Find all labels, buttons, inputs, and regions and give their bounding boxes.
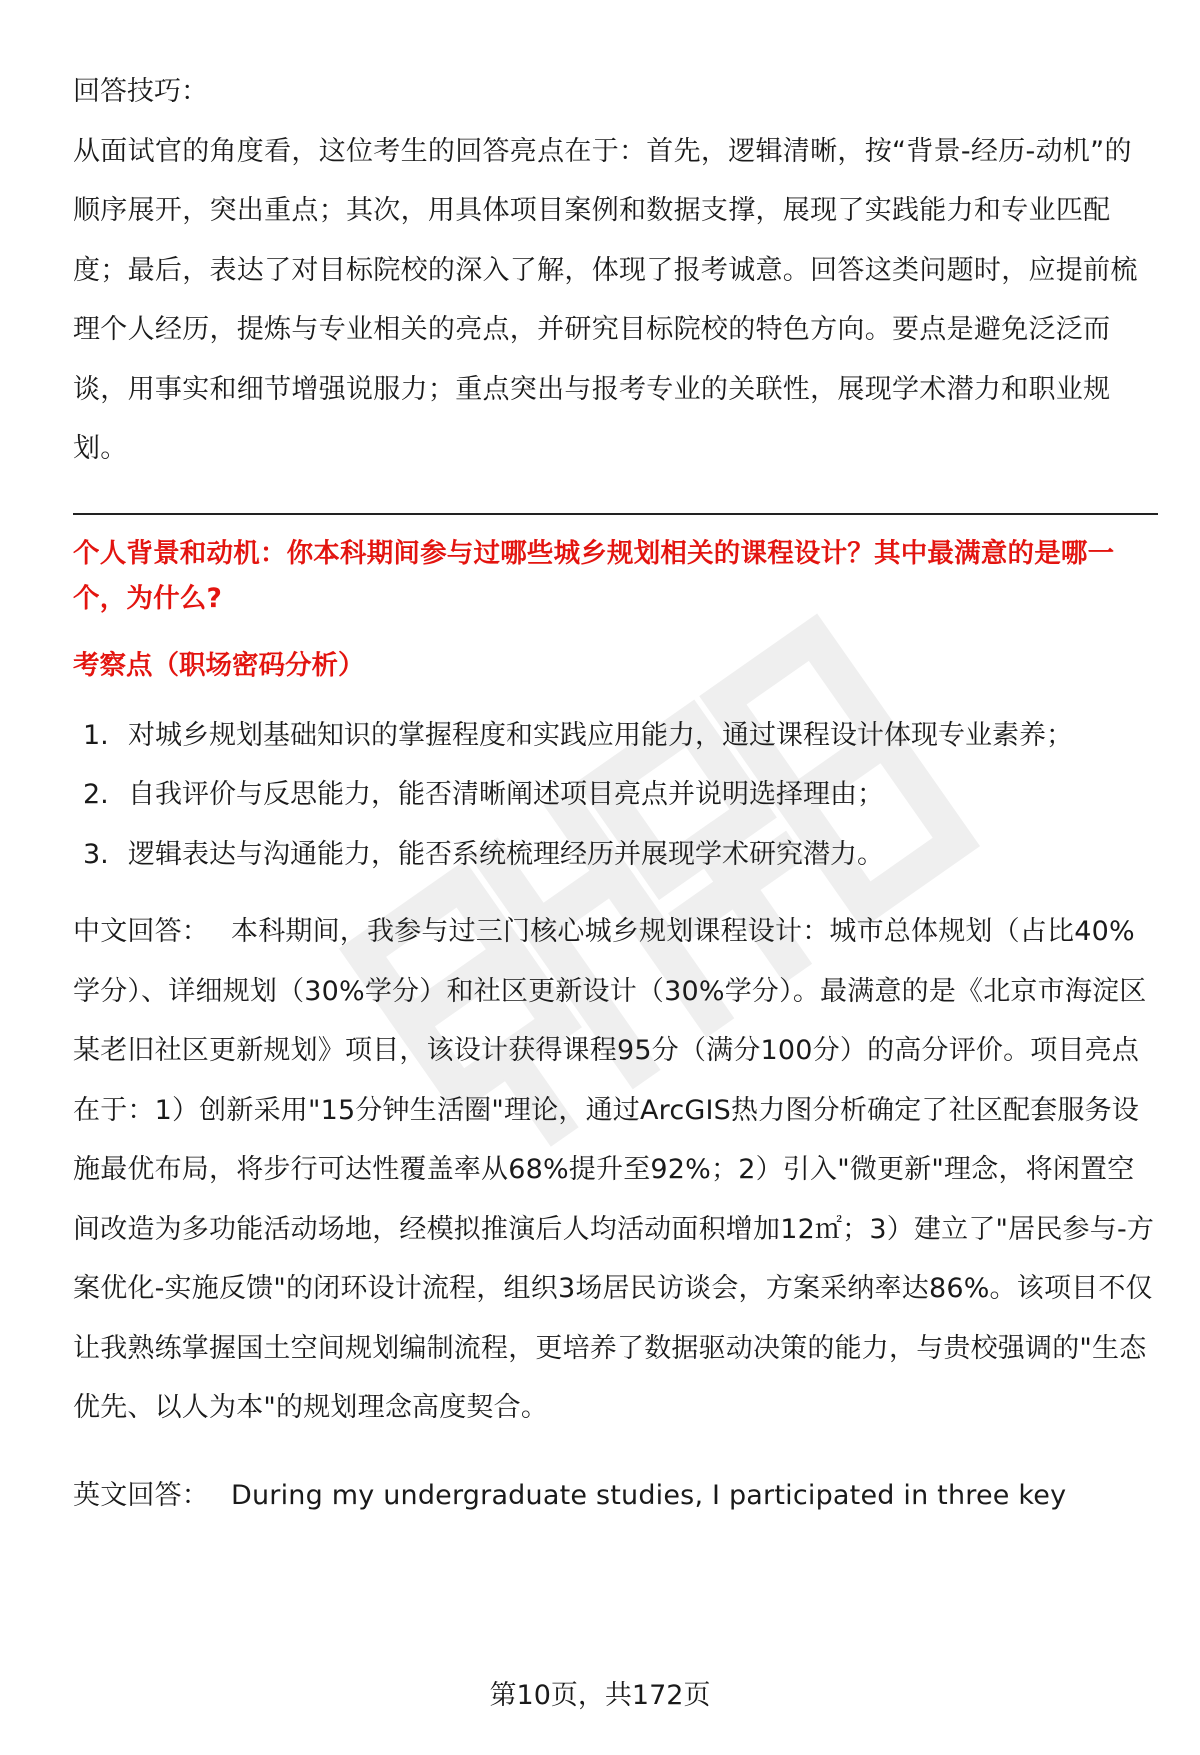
section-divider: [73, 513, 1158, 515]
page-footer: 第10页，共172页: [489, 1680, 711, 1711]
answer-cn-label: 中文回答：: [73, 916, 209, 947]
answer-en-label: 英文回答：: [73, 1479, 209, 1511]
list-item-text: 逻辑表达与沟通能力，能否系统梳理经历并展现学术研究潜力。: [128, 838, 884, 870]
focus-list: [73, 706, 1158, 885]
list-item: [73, 706, 1158, 766]
list-item-text: 自我评价与反思能力，能否清晰阐述项目亮点并说明选择理由；: [128, 779, 884, 810]
answer-en: [73, 1466, 1158, 1526]
list-item-number: 3.: [83, 838, 109, 870]
list-item: [73, 765, 1158, 825]
list-item-number: 2.: [83, 779, 109, 810]
answer-cn: [73, 902, 1158, 1438]
list-item-number: 1.: [83, 719, 109, 751]
focus-title: 考察点（职场密码分析）: [73, 649, 365, 681]
intro-body: 从面试官的角度看，这位考生的回答亮点在于：首先，逻辑清晰，按“背景-经历-动机”的顺序展开，突出重点；其次，用具体项目案例和数据支撑，展现了实践能力和专业匹配度；最后，表达了对目标院校的深入了解，体现了报考诚意。回答这类问题时，应提前梳理个人经历，提炼与专业相关的亮点，并研究目标院校的特色方向。要点是避免泛泛而谈，用事实和细节增强说服力；重点突出与报考专业的关联性，展现学术潜力和职业规划。: [73, 135, 1138, 464]
list-item-text: 对城乡规划基础知识的掌握程度和实践应用能力，通过课程设计体现专业素养；: [128, 719, 1073, 751]
question-heading: 个人背景和动机：你本科期间参与过哪些城乡规划相关的课程设计？其中最满意的是哪一个，为什么?: [73, 537, 1115, 614]
intro-label: 回答技巧：: [73, 76, 208, 107]
list-item: [73, 825, 1158, 885]
page-content: [73, 62, 1158, 1525]
answer-en-body: During my undergraduate studies, I participated in three key: [231, 1479, 1067, 1511]
answer-cn-body: 本科期间，我参与过三门核心城乡规划课程设计：城市总体规划（占比40%学分）、详细规划（30%学分）和社区更新设计（30%学分）。最满意的是《北京市海淀区某老旧社区更新规划》项目，该设计获得课程95分（满分100分）的高分评价。项目亮点在于：1）创新采用"15分钟生活圈"理论，通过ArcGIS热力图分析确定了社区配套服务设施最优布局，将步行可达性覆盖率从68%提升至92%；2）引入"微更新"理念，将闲置空间改造为多功能活动场地，经模拟推演后人均活动面积增加12㎡；3）建立了"居民参与-方案优化-实施反馈"的闭环设计流程，组织3场居民访谈会，方案采纳率达86%。该项目不仅让我熟练掌握国土空间规划编制流程，更培养了数据驱动决策的能力，与贵校强调的"生态优先、以人为本"的规划理念高度契合。: [73, 916, 1155, 1423]
